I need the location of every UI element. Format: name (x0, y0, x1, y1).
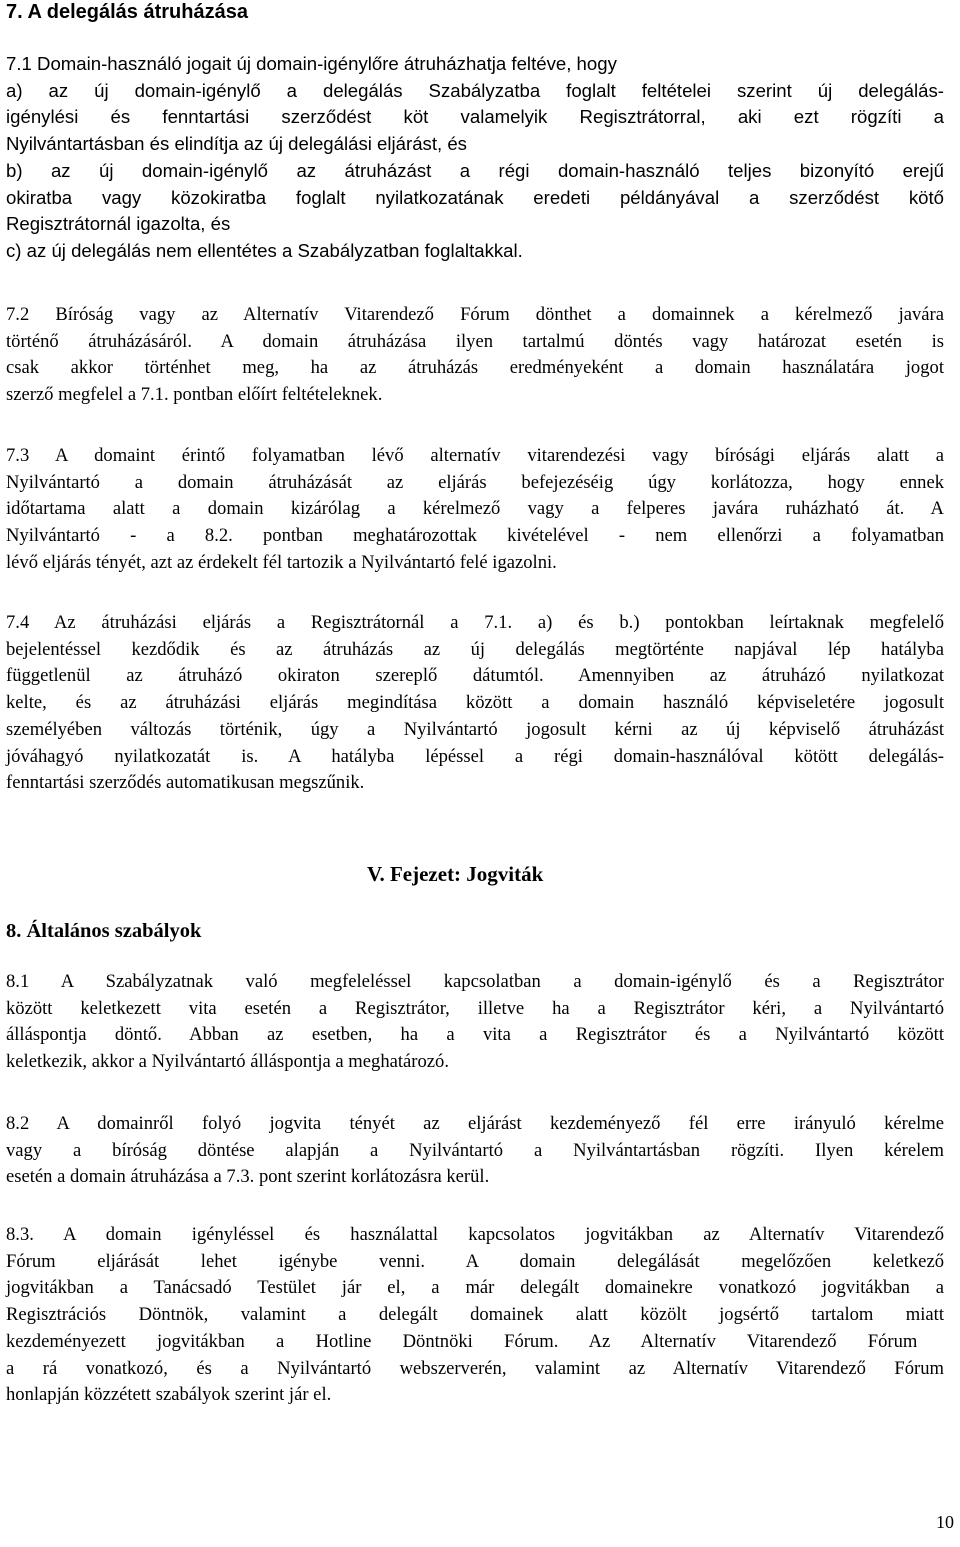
text-line: fenntartási szerződés automatikusan megszűnik. (6, 772, 365, 794)
text-line: 7.1 Domain-használó jogait új domain-igénylőre átruházhatja feltéve, hogy (6, 53, 617, 74)
text-line: Fórum eljárását lehet igénybe venni. A domain delegálását megelőzően keletkező (6, 1250, 944, 1272)
page-number: 10 (936, 1512, 954, 1532)
text-line: honlapján közzétett szabályok szerint jár el. (6, 1384, 332, 1406)
text-line: Nyilvántartó a domain átruházását az eljárás befejezéséig úgy korlátozza, hogy ennek (6, 471, 944, 493)
text-line: szerző megfelel a 7.1. pontban előírt feltételeknek. (6, 384, 383, 406)
text-line: csak akkor történhet meg, ha az átruházás eredményeként a domain használatára jogot (6, 357, 944, 379)
text-line: 7.2 Bíróság vagy az Alternatív Vitarendező Fórum dönthet a domainnek a kérelmező javára (6, 304, 944, 325)
section-8-heading: 8. Általános szabályok (6, 920, 202, 942)
text-line: jogvitákban a Tanácsadó Testület jár el, a már delegált domainekre vonatkozó jogvitákban a (6, 1277, 944, 1299)
paragraph-8-2 (6, 1111, 944, 1191)
text-line: kelte, és az átruházási eljárás megindítása között a domain használó képviseletére jogosult (6, 692, 944, 714)
text-line: 8.1 A Szabályzatnak való megfeleléssel kapcsolatban a domain-igénylő és a Regisztrátor (6, 971, 944, 992)
text-line: a rá vonatkozó, és a Nyilvántartó webszerverén, valamint az Alternatív Vitarendező Fórum (6, 1357, 944, 1379)
text-line: kezdeményezett jogvitákban a Hotline Döntnöki Fórum. Az Alternatív Vitarendező Fórum (6, 1330, 918, 1352)
section-7-heading: 7. A delegálás átruházása (6, 1, 248, 23)
text-line: esetén a domain átruházása a 7.3. pont szerint korlátozásra kerül. (6, 1166, 490, 1188)
paragraph-7-1 (6, 51, 944, 265)
text-line: 8.2 A domainről folyó jogvita tényét az eljárást kezdeményező fél erre irányuló kérelme (6, 1113, 944, 1134)
text-line: 7.4 Az átruházási eljárás a Regisztrátornál a 7.1. a) és b.) pontokban leírtaknak megfelelő (6, 612, 944, 633)
text-line: időtartama alatt a domain kizárólag a kérelmező vagy a felperes javára ruházható át. A (6, 498, 944, 520)
text-line: között keletkezett vita esetén a Regisztrátor, illetve ha a Regisztrátor kéri, a Nyilvántartó (6, 997, 944, 1019)
text-line: a) az új domain-igénylő a delegálás Szabályzatba foglalt feltételei szerint új delegálás- (6, 79, 944, 101)
text-line: Regisztrációs Döntnök, valamint a delegált domainek alatt közölt jogsértő tartalom miatt (6, 1304, 944, 1326)
text-line: jóváhagyó nyilatkozatát is. A hatályba lépéssel a régi domain-használóval kötött delegálás- (6, 745, 944, 767)
paragraph-8-1 (6, 969, 944, 1076)
text-line: Regisztrátornál igazolta, és (6, 213, 231, 235)
paragraph-7-3 (6, 443, 944, 577)
text-line: igénylési és fenntartási szerződést köt valamelyik Regisztrátorral, aki ezt rögzíti a (6, 106, 944, 128)
text-line: c) az új delegálás nem ellentétes a Szabályzatban foglaltakkal. (6, 239, 523, 261)
text-line: 8.3. A domain igényléssel és használattal kapcsolatos jogvitákban az Alternatív Vitarendező (6, 1224, 944, 1245)
paragraph-7-4 (6, 610, 944, 797)
text-line: személyében változás történik, úgy a Nyilvántartó jogosult kérni az új képviselő átruházást (6, 718, 944, 740)
text-line: b) az új domain-igénylő az átruházást a régi domain-használó teljes bizonyító erejű (6, 159, 944, 181)
text-line: bejelentéssel kezdődik és az átruházás az új delegálás megtörténte napjával lép hatályba (6, 638, 944, 660)
text-line: keletkezik, akkor a Nyilvántartó álláspontja a meghatározó. (6, 1051, 449, 1073)
text-line: vagy a bíróság döntése alapján a Nyilvántartó a Nyilvántartásban rögzíti. Ilyen kérelem (6, 1139, 944, 1161)
text-line: Nyilvántartásban és elindítja az új delegálási eljárást, és (6, 133, 467, 155)
paragraph-8-3 (6, 1222, 944, 1409)
chapter-heading: V. Fejezet: Jogviták (367, 862, 544, 886)
text-line: történő átruházásáról. A domain átruházása ilyen tartalmú döntés vagy határozat esetén is (6, 330, 944, 352)
text-line: 7.3 A domaint érintő folyamatban lévő alternatív vitarendezési vagy bírósági eljárás alatt a (6, 445, 944, 466)
text-line: Nyilvántartó - a 8.2. pontban meghatározottak kivételével - nem ellenőrzi a folyamatban (6, 525, 944, 547)
text-line: lévő eljárás tényét, azt az érdekelt fél tartozik a Nyilvántartó felé igazolni. (6, 551, 557, 573)
paragraph-7-2 (6, 302, 944, 409)
text-line: álláspontja döntő. Abban az esetben, ha a vita a Regisztrátor és a Nyilvántartó között (6, 1024, 944, 1046)
text-line: okiratba vagy közokiratba foglalt nyilatkozatának eredeti példányával a szerződést kötő (6, 186, 944, 208)
text-line: függetlenül az átruházó okiraton szereplő dátumtól. Amennyiben az átruházó nyilatkozat (6, 665, 944, 687)
